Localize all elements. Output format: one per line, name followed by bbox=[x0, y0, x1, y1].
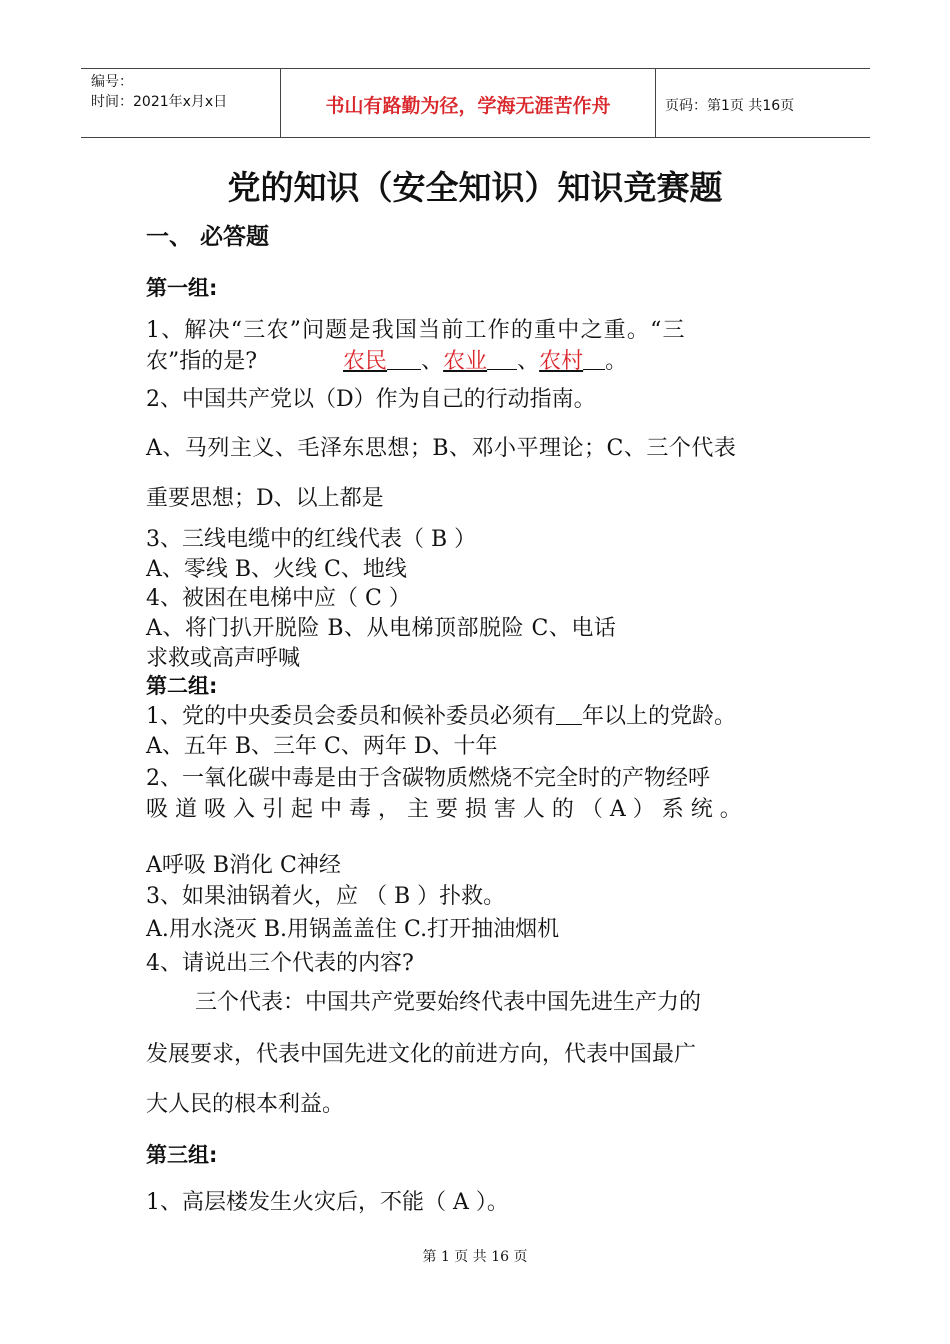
g1-q2-options-line2: 重要思想；D、以上都是 bbox=[146, 486, 384, 511]
g2-q3-options: A.用水浇灭 B.用锅盖盖住 C.打开抽油烟机 bbox=[146, 917, 560, 942]
g2-q1-blank bbox=[556, 704, 582, 725]
header-page-number: 页码：第1页 共16页 bbox=[665, 98, 795, 114]
g1-q1-answer-1: 农民 bbox=[343, 349, 388, 374]
g1-q1-sep: 、 bbox=[421, 349, 444, 374]
document-header bbox=[81, 68, 870, 138]
code-label: 编号： bbox=[91, 74, 133, 90]
g2-q4: 4、请说出三个代表的内容? bbox=[146, 951, 414, 976]
g1-q1-answer-3: 农村 bbox=[539, 349, 584, 374]
header-meta bbox=[91, 72, 227, 112]
g1-q2: 2、中国共产党以（D）作为自己的行动指南。 bbox=[146, 387, 596, 412]
g1-q4-options-line2: 求救或高声呼喊 bbox=[146, 646, 301, 671]
g1-q3-options: A、零线 B、火线 C、地线 bbox=[146, 557, 407, 582]
group3-heading: 第三组: bbox=[146, 1143, 218, 1167]
g2-q1-suffix: 年以上的党龄。 bbox=[582, 704, 737, 729]
g2-q2-line1: 2、一氧化碳中毒是由于含碳物质燃烧不完全时的产物经呼 bbox=[146, 766, 710, 791]
g2-a4-line2: 发展要求，代表中国先进文化的前进方向，代表中国最广 bbox=[146, 1042, 697, 1067]
group1-heading: 第一组: bbox=[146, 276, 218, 300]
g1-q1-answer-2: 农业 bbox=[443, 349, 488, 374]
g1-q4-options-line1: A、将门扒开脱险 B、从电梯顶部脱险 C、电话 bbox=[146, 616, 617, 641]
g2-q1-prefix: 1、党的中央委员会委员和候补委员必须有 bbox=[146, 704, 556, 729]
g2-q1 bbox=[146, 699, 736, 730]
page-footer: 第 1 页 共 16 页 bbox=[422, 1249, 528, 1265]
g1-q4: 4、被困在电梯中应（ C ） bbox=[146, 586, 411, 611]
g2-a4-line3: 大人民的根本利益。 bbox=[146, 1092, 345, 1117]
g1-q1-line1: 1、解决“三农”问题是我国当前工作的重中之重。“三 bbox=[146, 318, 686, 343]
document-title: 党的知识（安全知识）知识竞赛题 bbox=[227, 168, 723, 207]
header-divider bbox=[280, 69, 281, 137]
g2-a4-line1: 三个代表：中国共产党要始终代表中国先进生产力的 bbox=[195, 990, 702, 1015]
g1-q3: 3、三线电缆中的红线代表（ B ） bbox=[146, 527, 477, 552]
g1-q1-sep: 、 bbox=[517, 349, 540, 374]
g1-q1-line2 bbox=[146, 344, 627, 375]
group2-heading: 第二组: bbox=[146, 674, 218, 698]
g2-q2-line2: 吸 道 吸 入 引 起 中 毒 ， 主 要 损 害 人 的 （ A ） 系 统 。 bbox=[146, 797, 742, 822]
g2-q1-options: A、五年 B、三年 C、两年 D、十年 bbox=[146, 734, 498, 759]
g1-q1-end: 。 bbox=[605, 349, 628, 374]
g2-q3: 3、如果油锅着火，应 （ B ）扑救。 bbox=[146, 884, 506, 909]
g1-q1-prefix: 农”指的是? bbox=[146, 349, 258, 374]
header-divider bbox=[655, 69, 656, 137]
time-label: 时间：2021年x月x日 bbox=[91, 94, 228, 110]
section-heading: 一、 必答题 bbox=[146, 224, 270, 250]
g2-q2-options: A呼吸 B消化 C神经 bbox=[146, 853, 341, 878]
g1-q2-options-line1: A、马列主义、毛泽东思想；B、邓小平理论；C、三个代表 bbox=[146, 436, 737, 461]
g3-q1: 1、高层楼发生火灾后，不能（ A ）。 bbox=[146, 1190, 509, 1215]
header-motto: 书山有路勤为径，学海无涯苦作舟 bbox=[325, 95, 611, 117]
